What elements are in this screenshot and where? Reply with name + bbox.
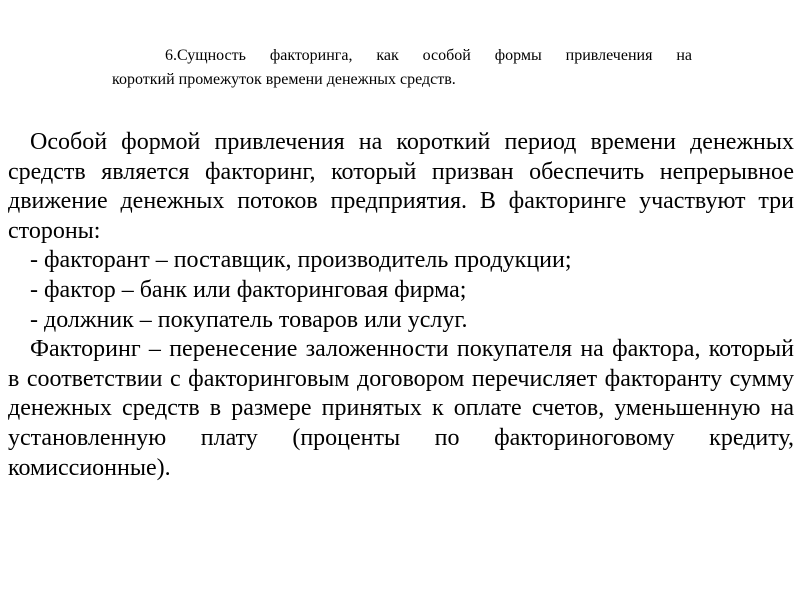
list-item-factorant: - факторант – поставщик, производитель продукции; (30, 247, 572, 274)
slide-heading (112, 44, 692, 92)
list-item-debtor: - должник – покупатель товаров или услуг. (30, 306, 468, 333)
paragraph-definition: Факторинг – перенесение заложенности покупателя на фактора, который в соответствии с факторинговым договором перечисляет факторанту сумму денежных средств в размере принятых к оплате счетов, уменьшенную на установленную плату (проценты по факториноговому кредиту, комиссионные). (8, 336, 794, 481)
heading-line-1: 6.Сущность факторинга, как особой формы привлечения на (165, 47, 692, 64)
paragraph-intro: Особой формой привлечения на короткий период времени денежных средств является факторинг, который призван обеспечить непрерывное движение денежных потоков предприятия. В факторинге участвуют три стороны: (8, 129, 794, 244)
heading-line-2: короткий промежуток времени денежных средств. (112, 71, 456, 88)
list-item-factor: - фактор – банк или факторинговая фирма; (30, 276, 467, 303)
slide-body (8, 128, 794, 483)
